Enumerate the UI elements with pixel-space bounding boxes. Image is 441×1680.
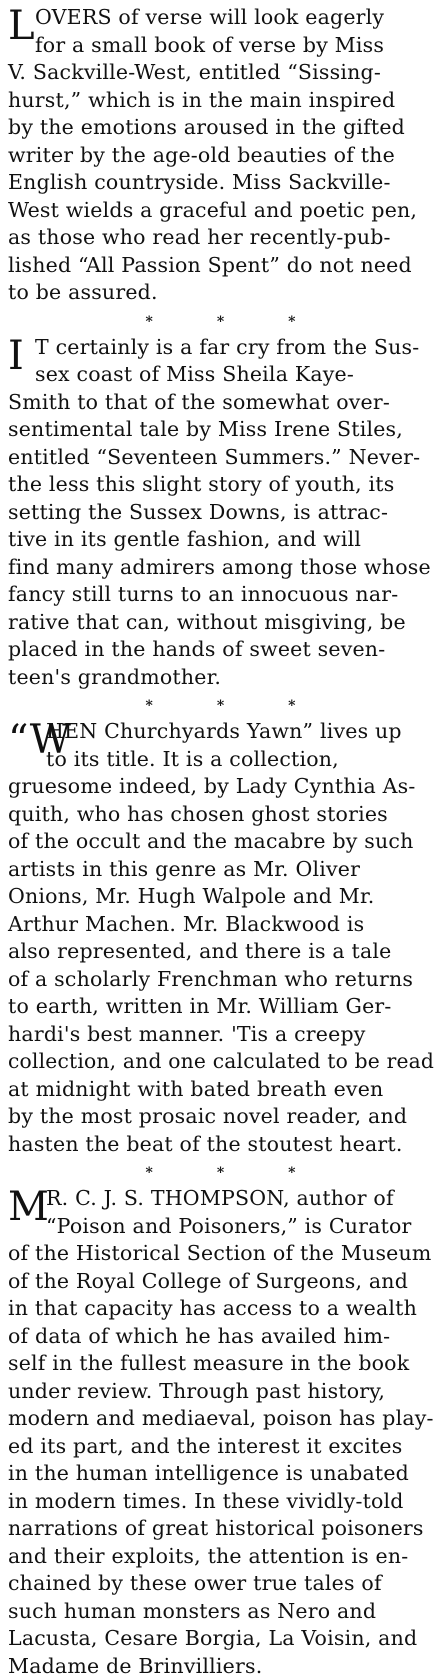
drop-cap: L bbox=[8, 4, 33, 48]
asterisk: * bbox=[288, 1158, 295, 1185]
text-line bbox=[8, 883, 433, 911]
line-text: under review. Through past history, bbox=[8, 1378, 385, 1406]
text-line bbox=[8, 1598, 433, 1626]
line-text: hurst,” which is in the main inspired bbox=[8, 87, 395, 115]
line-text: Arthur Machen. Mr. Blackwood is bbox=[8, 911, 364, 939]
line-text: English countryside. Miss Sackville- bbox=[8, 169, 391, 197]
text-line bbox=[8, 1543, 433, 1571]
text-line bbox=[8, 1103, 433, 1131]
asterisk: * bbox=[217, 691, 224, 718]
text-line bbox=[8, 1295, 433, 1323]
line-text: self in the fullest measure in the book bbox=[8, 1350, 409, 1378]
drop-cap: “W bbox=[8, 718, 44, 762]
text-line bbox=[8, 32, 433, 60]
line-text: tive in its gentle fashion, and will bbox=[8, 526, 361, 554]
line-text: sex coast of Miss Sheila Kaye- bbox=[35, 361, 354, 389]
paragraph-churchyards-yawn bbox=[8, 718, 433, 1158]
text-line bbox=[8, 361, 433, 389]
line-text: Madame de Brinvilliers. bbox=[8, 1653, 262, 1680]
asterisk: * bbox=[146, 691, 153, 718]
text-line bbox=[8, 664, 433, 692]
text-line bbox=[8, 1625, 433, 1653]
text-line bbox=[8, 4, 433, 32]
line-text: for a small book of verse by Miss bbox=[35, 32, 384, 60]
line-text: of the occult and the macabre by such bbox=[8, 828, 413, 856]
text-line bbox=[8, 499, 433, 527]
text-line bbox=[8, 197, 433, 225]
text-line bbox=[8, 471, 433, 499]
line-text: ed its part, and the interest it excites bbox=[8, 1433, 402, 1461]
line-text: chained by these ower true tales of bbox=[8, 1570, 382, 1598]
line-text: hasten the beat of the stoutest heart. bbox=[8, 1131, 403, 1159]
drop-cap: M bbox=[8, 1185, 44, 1229]
line-text: by the most prosaic novel reader, and bbox=[8, 1103, 407, 1131]
line-text: sentimental tale by Miss Irene Stiles, bbox=[8, 416, 403, 444]
text-line bbox=[8, 1460, 433, 1488]
line-text: collection, and one calculated to be read bbox=[8, 1048, 434, 1076]
text-line bbox=[8, 966, 433, 994]
text-line bbox=[8, 169, 433, 197]
text-line bbox=[8, 718, 433, 746]
section-separator bbox=[8, 1158, 433, 1185]
text-line bbox=[8, 416, 433, 444]
text-line bbox=[8, 1048, 433, 1076]
asterisk: * bbox=[146, 307, 153, 334]
text-line bbox=[8, 1570, 433, 1598]
text-line bbox=[8, 993, 433, 1021]
line-text: writer by the age-old beauties of the bbox=[8, 142, 395, 170]
text-line bbox=[8, 1653, 433, 1680]
text-line bbox=[8, 1185, 433, 1213]
text-line bbox=[8, 252, 433, 280]
line-text: modern and mediaeval, poison has play- bbox=[8, 1405, 434, 1433]
line-text: lished “All Passion Spent” do not need bbox=[8, 252, 412, 280]
line-text: the less this slight story of youth, its bbox=[8, 471, 394, 499]
paragraph-poison-and-poisoners bbox=[8, 1185, 433, 1680]
line-text: such human monsters as Nero and bbox=[8, 1598, 376, 1626]
line-text: R. C. J. S. THOMPSON, author of bbox=[46, 1185, 394, 1213]
text-line bbox=[8, 1405, 433, 1433]
drop-cap: I bbox=[8, 334, 33, 378]
text-line bbox=[8, 938, 433, 966]
line-text: Lacusta, Cesare Borgia, La Voisin, and bbox=[8, 1625, 417, 1653]
text-line bbox=[8, 554, 433, 582]
asterisk: * bbox=[217, 307, 224, 334]
line-text: of the Royal College of Surgeons, and bbox=[8, 1268, 408, 1296]
text-line bbox=[8, 1021, 433, 1049]
line-text: teen's grandmother. bbox=[8, 664, 221, 692]
text-line bbox=[8, 1488, 433, 1516]
text-line bbox=[8, 1515, 433, 1543]
text-line bbox=[8, 87, 433, 115]
paragraph-sissinghurst bbox=[8, 4, 433, 307]
line-text: by the emotions aroused in the gifted bbox=[8, 114, 405, 142]
text-line bbox=[8, 1076, 433, 1104]
text-line bbox=[8, 59, 433, 87]
line-text: placed in the hands of sweet seven- bbox=[8, 636, 385, 664]
line-text: quith, who has chosen ghost stories bbox=[8, 801, 388, 829]
line-text: Onions, Mr. Hugh Walpole and Mr. bbox=[8, 883, 374, 911]
asterisk: * bbox=[288, 307, 295, 334]
line-text: at midnight with bated breath even bbox=[8, 1076, 383, 1104]
line-text: find many admirers among those whose bbox=[8, 554, 431, 582]
text-line bbox=[8, 526, 433, 554]
line-text: also represented, and there is a tale bbox=[8, 938, 392, 966]
text-line bbox=[8, 609, 433, 637]
text-line bbox=[8, 1350, 433, 1378]
asterisk: * bbox=[288, 691, 295, 718]
text-line bbox=[8, 1378, 433, 1406]
line-text: to be assured. bbox=[8, 279, 158, 307]
section-separator bbox=[8, 307, 433, 334]
text-line bbox=[8, 1268, 433, 1296]
text-line bbox=[8, 828, 433, 856]
text-line bbox=[8, 801, 433, 829]
line-text: setting the Sussex Downs, is attrac- bbox=[8, 499, 388, 527]
text-line bbox=[8, 636, 433, 664]
line-text: in the human intelligence is unabated bbox=[8, 1460, 409, 1488]
line-text: of the Historical Section of the Museum bbox=[8, 1240, 432, 1268]
line-text: rative that can, without misgiving, be bbox=[8, 609, 406, 637]
text-line bbox=[8, 773, 433, 801]
line-text: artists in this genre as Mr. Oliver bbox=[8, 856, 360, 884]
text-line bbox=[8, 114, 433, 142]
asterisk: * bbox=[146, 1158, 153, 1185]
line-text: gruesome indeed, by Lady Cynthia As- bbox=[8, 773, 415, 801]
text-line bbox=[8, 142, 433, 170]
line-text: as those who read her recently-pub- bbox=[8, 224, 391, 252]
line-text: HEN Churchyards Yawn” lives up bbox=[46, 718, 402, 746]
line-text: T certainly is a far cry from the Sus- bbox=[35, 334, 419, 362]
text-line bbox=[8, 1240, 433, 1268]
text-line bbox=[8, 444, 433, 472]
line-text: fancy still turns to an innocuous nar- bbox=[8, 581, 398, 609]
text-line bbox=[8, 581, 433, 609]
line-text: of a scholarly Frenchman who returns bbox=[8, 966, 413, 994]
line-text: OVERS of verse will look eagerly bbox=[35, 4, 384, 32]
line-text: V. Sackville-West, entitled “Sissing- bbox=[8, 59, 381, 87]
line-text: to earth, written in Mr. William Ger- bbox=[8, 993, 392, 1021]
section-separator bbox=[8, 691, 433, 718]
text-line bbox=[8, 1213, 433, 1241]
text-line bbox=[8, 1323, 433, 1351]
text-line bbox=[8, 334, 433, 362]
line-text: Smith to that of the somewhat over- bbox=[8, 389, 390, 417]
text-line bbox=[8, 746, 433, 774]
line-text: to its title. It is a collection, bbox=[46, 746, 339, 774]
text-line bbox=[8, 1131, 433, 1159]
line-text: of data of which he has availed him- bbox=[8, 1323, 390, 1351]
text-line bbox=[8, 911, 433, 939]
line-text: entitled “Seventeen Summers.” Never- bbox=[8, 444, 420, 472]
line-text: narrations of great historical poisoners bbox=[8, 1515, 424, 1543]
text-line bbox=[8, 1433, 433, 1461]
line-text: and their exploits, the attention is en- bbox=[8, 1543, 408, 1571]
text-line bbox=[8, 279, 433, 307]
line-text: hardi's best manner. 'Tis a creepy bbox=[8, 1021, 366, 1049]
line-text: in modern times. In these vividly-told bbox=[8, 1488, 404, 1516]
text-line bbox=[8, 389, 433, 417]
asterisk: * bbox=[217, 1158, 224, 1185]
paragraph-seventeen-summers bbox=[8, 334, 433, 692]
line-text: “Poison and Poisoners,” is Curator bbox=[46, 1213, 412, 1241]
line-text: in that capacity has access to a wealth bbox=[8, 1295, 417, 1323]
text-line bbox=[8, 224, 433, 252]
text-line bbox=[8, 856, 433, 884]
line-text: West wields a graceful and poetic pen, bbox=[8, 197, 417, 225]
